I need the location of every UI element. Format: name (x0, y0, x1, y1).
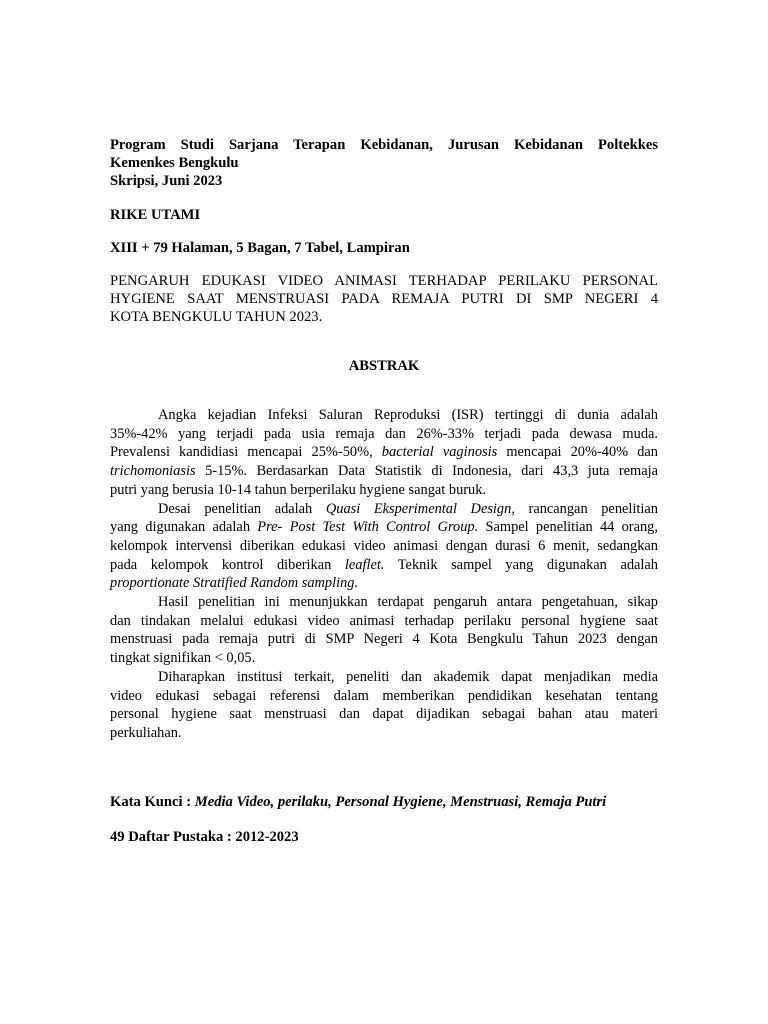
p2-text: Teknik sampel yang digunakan adalah (397, 556, 658, 573)
p2-italic-term: Quasi Eksperimental Design (325, 500, 512, 517)
title-line-2: HYGIENE SAAT MENSTRUASI PADA REMAJA PUTRI DI SMP NEGERI 4 (110, 291, 658, 307)
p2-text: Desai penelitian adalah (158, 500, 313, 517)
p2-italic-term: leaflet. (344, 556, 385, 573)
program-header (110, 136, 658, 190)
p2-text: yang digunakan adalah (110, 519, 251, 536)
title-line-3: KOTA BENGKULU TAHUN 2023. (110, 309, 323, 325)
thesis-title (110, 272, 658, 326)
p2-line (110, 500, 658, 519)
abstract-body (110, 406, 658, 743)
p2-line (110, 574, 658, 593)
references-count: 49 Daftar Pustaka : 2012-2023 (110, 829, 299, 845)
p1-line: Angka kejadian Infeksi Saluran Reproduksi (ISR) tertinggi di dunia adalah (158, 407, 658, 423)
p1-line (110, 443, 658, 462)
p1-text: Prevalensi kandidiasi mencapai 25%-50%, (110, 444, 373, 461)
p2-text: pada kelompok kontrol diberikan (110, 556, 332, 573)
p1-italic-term: bacterial vaginosis (381, 444, 498, 461)
p1-text: mencapai 20%-40% dan (506, 444, 659, 461)
p2-text: Sampel penelitian 44 orang, (485, 519, 658, 536)
p4-line: perkuliahan. (110, 724, 182, 741)
p2-line: kelompok intervensi diberikan edukasi video animasi dengan durasi 6 menit, sedangkan (110, 537, 658, 554)
paragraph-4 (110, 668, 658, 743)
paragraph-2 (110, 500, 658, 594)
author-name: RIKE UTAMI (110, 207, 201, 223)
paragraph-1 (110, 406, 658, 500)
p3-line: dan tindakan melalui edukasi video animasi terhadap perilaku personal hygiene saat (110, 612, 658, 629)
title-line-1: PENGARUH EDUKASI VIDEO ANIMASI TERHADAP PERILAKU PERSONAL (110, 273, 658, 289)
p2-line (110, 518, 658, 537)
p1-line: putri yang berusia 10-14 tahun berperilaku hygiene sangat buruk. (110, 481, 487, 498)
p4-line: Diharapkan institusi terkait, peneliti dan akademik dapat menjadikan media (158, 668, 658, 685)
p1-italic-term: trichomoniasis (110, 463, 196, 480)
p1-line (110, 462, 658, 481)
pages-info: XIII + 79 Halaman, 5 Bagan, 7 Tabel, Lampiran (110, 240, 410, 256)
p1-text: 5-15%. Berdasarkan Data Statistik di Indonesia, dari 43,3 juta remaja (205, 463, 658, 480)
abstract-heading: ABSTRAK (348, 358, 420, 374)
p2-italic-term: proportionate Stratified Random sampling. (110, 575, 359, 592)
header-line-2: Kemenkes Bengkulu (110, 155, 239, 171)
p2-italic-term: Pre- Post Test With Control Group. (257, 519, 479, 536)
paragraph-3 (110, 593, 658, 668)
keywords-label: Kata Kunci : (110, 794, 192, 810)
header-line-1: Program Studi Sarjana Terapan Kebidanan, Jurusan Kebidanan Poltekkes (110, 137, 658, 153)
p3-line: menstruasi pada remaja putri di SMP Negeri 4 Kota Bengkulu Tahun 2023 dengan (110, 631, 658, 648)
keywords (110, 793, 658, 811)
p2-line (110, 556, 658, 575)
p4-line: personal hygiene saat menstruasi dan dapat dijadikan sebagai bahan atau materi (110, 706, 658, 723)
header-line-3: Skripsi, Juni 2023 (110, 173, 223, 189)
p3-line: tingkat signifikan < 0,05. (110, 650, 256, 667)
p3-line: Hasil penelitian ini menunjukkan terdapat pengaruh antara pengetahuan, sikap (158, 594, 658, 611)
p1-line: 35%-42% yang terjadi pada usia remaja dan 26%-33% terjadi pada dewasa muda. (110, 425, 658, 442)
p4-line: video edukasi sebagai referensi dalam memberikan pendidikan kesehatan tentang (110, 687, 658, 704)
p2-text: , rancangan penelitian (511, 500, 658, 517)
keywords-value: Media Video, perilaku, Personal Hygiene, Menstruasi, Remaja Putri (194, 794, 607, 810)
